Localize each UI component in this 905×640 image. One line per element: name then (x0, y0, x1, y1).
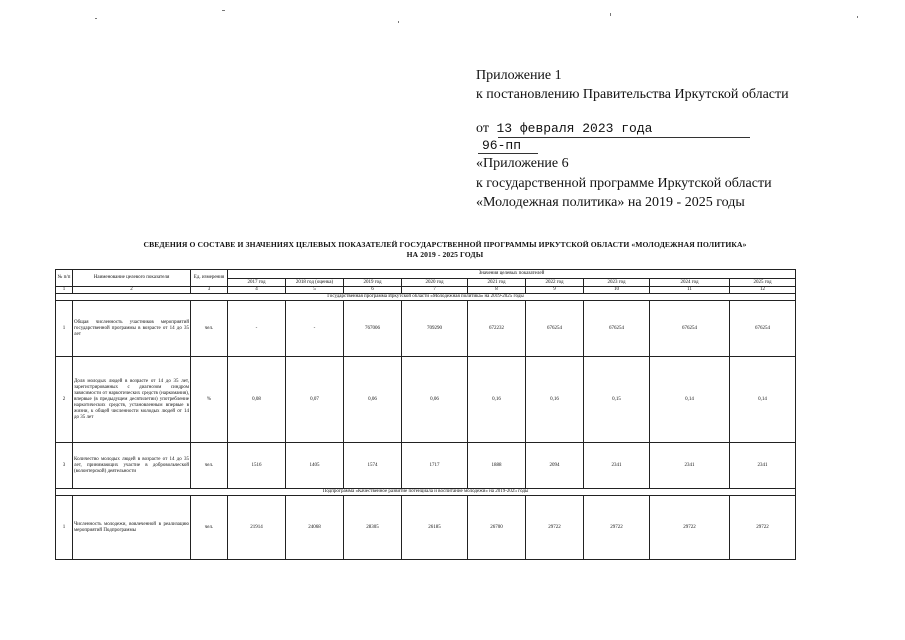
value-cell: 676254 (584, 301, 650, 357)
value-cell: 0,06 (344, 357, 402, 443)
value-cell: 29722 (650, 496, 730, 560)
value-cell: 676254 (730, 301, 796, 357)
value-cell: 0,07 (286, 357, 344, 443)
year-cell: 2025 год (730, 279, 796, 287)
value-cell: - (228, 301, 286, 357)
header-col-num: № п/п (56, 270, 73, 287)
value-cell: 0,16 (526, 357, 584, 443)
indicators-table (55, 269, 796, 560)
value-cell: 1574 (344, 443, 402, 489)
value-cell: 672232 (468, 301, 526, 357)
value-cell: 24068 (286, 496, 344, 560)
col-number: 4 (228, 287, 286, 294)
value-cell: 676254 (526, 301, 584, 357)
appendix6-line1: «Приложение 6 (476, 156, 569, 171)
year-cell: 2021 год (468, 279, 526, 287)
appendix-subtitle: к постановлению Правительства Иркутской области (476, 87, 789, 102)
document-title (40, 240, 850, 260)
table-row (56, 443, 796, 489)
number-underline (478, 153, 538, 154)
value-cell: 29722 (584, 496, 650, 560)
appendix-title: Приложение 1 (476, 68, 562, 83)
value-cell: 1405 (286, 443, 344, 489)
col-number: 8 (468, 287, 526, 294)
col-number: 7 (402, 287, 468, 294)
year-cell: 2024 год (650, 279, 730, 287)
header-col-values: Значения целевых показателей (228, 270, 796, 279)
value-cell: 0,14 (730, 357, 796, 443)
appendix6-line2: к государственной программе Иркутской области (476, 176, 772, 191)
value-cell: 0,06 (402, 357, 468, 443)
value-cell: 29722 (730, 496, 796, 560)
col-number: 6 (344, 287, 402, 294)
year-cell: 2019 год (344, 279, 402, 287)
year-cell: 2018 год (оценка) (286, 279, 344, 287)
value-cell: 29722 (526, 496, 584, 560)
value-cell: 0,14 (650, 357, 730, 443)
scan-speck (398, 21, 399, 23)
col-number: 2 (73, 287, 191, 294)
value-cell: 26185 (402, 496, 468, 560)
section-row (56, 294, 796, 301)
unit-cell: чел. (191, 301, 228, 357)
unit-cell: % (191, 357, 228, 443)
scan-speck (857, 16, 858, 18)
row-number: 2 (56, 357, 73, 443)
col-number: 1 (56, 287, 73, 294)
value-cell: 676254 (650, 301, 730, 357)
unit-cell: чел. (191, 443, 228, 489)
table-row (56, 301, 796, 357)
section-title: Государственная программа Иркутской области «Молодежная политика» на 2019-2025 годы (56, 294, 796, 301)
decree-number: 96-пп (482, 138, 522, 153)
row-number: 3 (56, 443, 73, 489)
value-cell: 1516 (228, 443, 286, 489)
year-cell: 2017 год (228, 279, 286, 287)
indicator-name: Доля молодых людей в возрасте от 14 до 35 лет, зарегистрированных с диагнозом синдром зависимости от наркотических средств (наркомания), впервые (в предыдущем десятилетии) употребление наркотических средств, установленным впервые в жизни, к общей численности молодых людей от 14 до 35 лет (73, 357, 191, 443)
table-header-row (56, 270, 796, 279)
indicator-name: Количество молодых людей в возрасте от 14 до 35 лет, принимающих участие в добровольческой (волонтерской) деятельности (73, 443, 191, 489)
unit-cell: чел. (191, 496, 228, 560)
indicator-name: Численность молодежи, вовлеченной в реализацию мероприятий Подпрограммы (73, 496, 191, 560)
value-cell: 1888 (468, 443, 526, 489)
row-number: 1 (56, 496, 73, 560)
col-number: 12 (730, 287, 796, 294)
scan-speck (610, 13, 611, 16)
appendix6-line3: «Молодежная политика» на 2019 - 2025 годы (476, 195, 745, 210)
col-number: 5 (286, 287, 344, 294)
section-row (56, 489, 796, 496)
date-line (476, 121, 652, 137)
col-number: 9 (526, 287, 584, 294)
date-value: 13 февраля 2023 года (496, 121, 653, 136)
table-row (56, 357, 796, 443)
year-cell: 2020 год (402, 279, 468, 287)
value-cell: 709290 (402, 301, 468, 357)
document-title-line1: СВЕДЕНИЯ О СОСТАВЕ И ЗНАЧЕНИЯХ ЦЕЛЕВЫХ ПОКАЗАТЕЛЕЙ ГОСУДАРСТВЕННОЙ ПРОГРАММЫ ИРКУТСКОЙ ОБЛАСТИ «МОЛОДЕЖНАЯ ПОЛИТИКА» (143, 240, 747, 249)
value-cell: 2341 (730, 443, 796, 489)
col-number: 10 (584, 287, 650, 294)
scan-speck (222, 10, 225, 11)
year-cell: 2022 год (526, 279, 584, 287)
date-prefix: от (476, 121, 489, 136)
value-cell: 767006 (344, 301, 402, 357)
indicator-name: Общая численность участников мероприятий государственной программы в возрасте от 14 до 35 лет (73, 301, 191, 357)
value-cell: 2341 (650, 443, 730, 489)
header-col-name: Наименование целевого показателя (73, 270, 191, 287)
header-col-unit: Ед. измерения (191, 270, 228, 287)
scan-speck (95, 18, 97, 19)
column-numbers-row (56, 287, 796, 294)
value-cell: 0,08 (228, 357, 286, 443)
value-cell: 21914 (228, 496, 286, 560)
value-cell: 0,15 (584, 357, 650, 443)
value-cell: 0,16 (468, 357, 526, 443)
col-number: 3 (191, 287, 228, 294)
date-underline (498, 137, 750, 138)
value-cell: 1717 (402, 443, 468, 489)
value-cell: 28305 (344, 496, 402, 560)
row-number: 1 (56, 301, 73, 357)
col-number: 11 (650, 287, 730, 294)
year-cell: 2023 год (584, 279, 650, 287)
value-cell: - (286, 301, 344, 357)
value-cell: 26700 (468, 496, 526, 560)
value-cell: 2341 (584, 443, 650, 489)
table-row (56, 496, 796, 560)
document-title-line2: НА 2019 - 2025 ГОДЫ (406, 250, 484, 259)
value-cell: 2094 (526, 443, 584, 489)
section-title: Подпрограмма «Качественное развитие потенциала и воспитание молодежи» на 2019-2025 годы (56, 489, 796, 496)
